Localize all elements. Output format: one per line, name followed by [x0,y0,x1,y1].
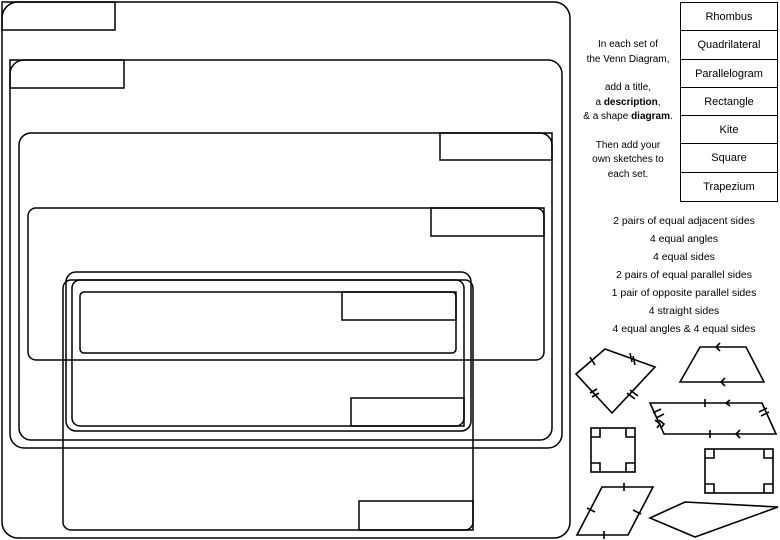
venn-set-6-outer [66,272,471,431]
property-card[interactable]: 4 equal angles & 4 equal sides [612,323,756,335]
venn-set-3 [19,133,552,440]
property-card[interactable]: 4 equal angles [649,233,719,245]
instruction-line: a [595,96,604,108]
shape-label-list [680,2,778,202]
property-card[interactable]: 2 pairs of equal adjacent sides [613,215,755,227]
shape-label-card[interactable]: Rhombus [681,3,777,31]
shape-label-card[interactable]: Kite [681,116,777,144]
rectangle-shape-icon [705,449,773,493]
kite-shape-icon [576,349,655,413]
instruction-line: Then add your [595,139,661,151]
venn-set-5-title-box[interactable] [359,501,473,530]
venn-set-4-title-box[interactable] [431,208,544,236]
instruction-line: . [669,111,673,122]
venn-set-5 [63,280,473,530]
property-card[interactable]: 4 equal sides [653,251,715,263]
instruction-line: In each set of [597,39,659,50]
instruction-line: & a shape [583,111,632,122]
kite-outline-shape-icon [650,502,778,537]
venn-set-outer [2,2,570,538]
instruction-line: own sketches to [592,154,664,165]
instruction-line: add a title, [604,82,652,93]
instruction-bold-word: description [603,96,658,108]
shape-label-card[interactable]: Square [681,144,777,172]
trapezium-shape-icon [680,343,764,386]
shape-label-card[interactable]: Trapezium [703,180,755,193]
venn-set-2-title-box[interactable] [10,60,124,88]
venn-set-3-title-box[interactable] [440,133,552,160]
property-list [590,212,778,338]
instruction-bold-word: diagram [631,111,670,122]
shape-label-card[interactable]: Parallelogram [681,60,777,88]
venn-set-4 [28,208,544,360]
instruction-line: , [657,96,661,108]
property-card[interactable]: 4 straight sides [648,305,720,317]
shape-label-card[interactable]: Quadrilateral [681,31,777,59]
instruction-line: each set. [607,168,649,180]
venn-set-6-title-box[interactable] [351,398,464,426]
venn-set-inner-title-box[interactable] [342,292,456,320]
property-card[interactable]: 2 pairs of equal parallel sides [616,269,752,281]
instruction-line: the Venn Diagram, [586,53,670,65]
parallelogram-shape-icon [650,399,776,438]
square-shape-icon [591,428,635,472]
venn-set-outer-title-box[interactable] [2,2,115,30]
venn-set-inner [80,292,456,353]
venn-set-2 [10,60,562,448]
rhombus-shape-icon [577,483,653,539]
instructions-text [574,38,682,196]
shape-label-card[interactable]: Rectangle [681,88,777,116]
property-card[interactable]: 1 pair of opposite parallel sides [611,287,757,299]
